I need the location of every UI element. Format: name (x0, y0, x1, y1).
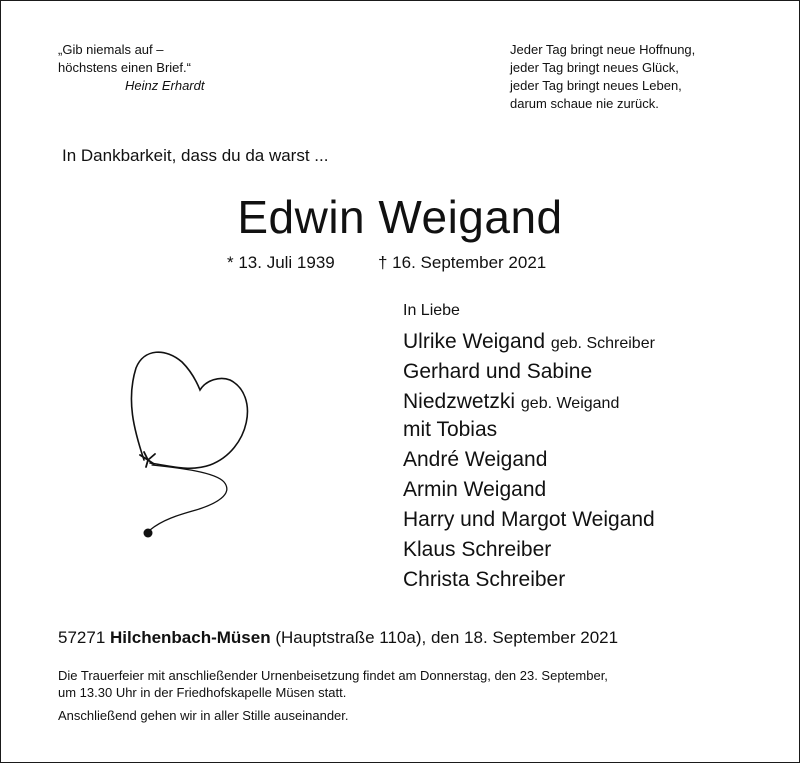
mourner (403, 535, 655, 565)
town: Hilchenbach-Müsen (110, 628, 271, 647)
quote-right (510, 41, 695, 113)
mourner-name: Harry und Margot Weigand (403, 508, 655, 531)
mourners-intro: In Liebe (403, 302, 460, 319)
mourner (403, 387, 655, 415)
funeral-line: Die Trauerfeier mit anschließender Urnenbeisetzung findet am Donnerstag, den 23. September, (58, 668, 608, 683)
gratitude-line: In Dankbarkeit, dass du da warst ... (62, 146, 329, 165)
mourner-maiden-name: geb. Weigand (520, 395, 620, 412)
heart-balloon-icon (120, 340, 250, 550)
mourner-maiden-name: geb. Schreiber (550, 335, 655, 352)
quote-left-line: „Gib niemals auf – (58, 42, 164, 57)
mourner-name: mit Tobias (403, 418, 498, 441)
mourner (403, 445, 655, 475)
mourners-list (403, 327, 655, 595)
mourner-name: Armin Weigand (403, 478, 547, 501)
mourner (403, 327, 655, 357)
funeral-line: um 13.30 Uhr in der Friedhofskapelle Müsen statt. (58, 685, 347, 700)
mourner-name: Klaus Schreiber (403, 538, 552, 561)
place-date-line (58, 628, 618, 648)
quote-author: Heinz Erhardt (125, 78, 205, 93)
quote-right-line: jeder Tag bringt neues Glück, (510, 60, 679, 75)
zip-code: 57271 (58, 628, 106, 647)
mourner (403, 475, 655, 505)
farewell-line: Anschließend gehen wir in aller Stille auseinander. (58, 708, 349, 723)
mourner (403, 357, 655, 387)
mourner-name: André Weigand (403, 448, 548, 471)
birth-date: * 13. Juli 1939 (227, 253, 335, 272)
mourner-name: Ulrike Weigand (403, 330, 546, 353)
mourner-name: Gerhard und Sabine (403, 360, 593, 383)
quote-right-line: darum schaue nie zurück. (510, 96, 659, 111)
quote-left-line: höchstens einen Brief.“ (58, 60, 191, 75)
quote-right-line: jeder Tag bringt neues Leben, (510, 78, 682, 93)
deceased-name: Edwin Weigand (237, 191, 563, 243)
mourner (403, 505, 655, 535)
mourner-name: Christa Schreiber (403, 568, 566, 591)
quote-left (58, 41, 204, 95)
notice-date: den 18. September 2021 (430, 628, 619, 647)
mourner (403, 415, 655, 445)
quote-right-line: Jeder Tag bringt neue Hoffnung, (510, 42, 696, 57)
death-date: † 16. September 2021 (378, 253, 547, 272)
funeral-info (58, 667, 608, 701)
street-address: (Hauptstraße 110a), (275, 628, 427, 647)
mourner-name: Niedzwetzki (403, 390, 516, 413)
mourner (403, 565, 655, 595)
